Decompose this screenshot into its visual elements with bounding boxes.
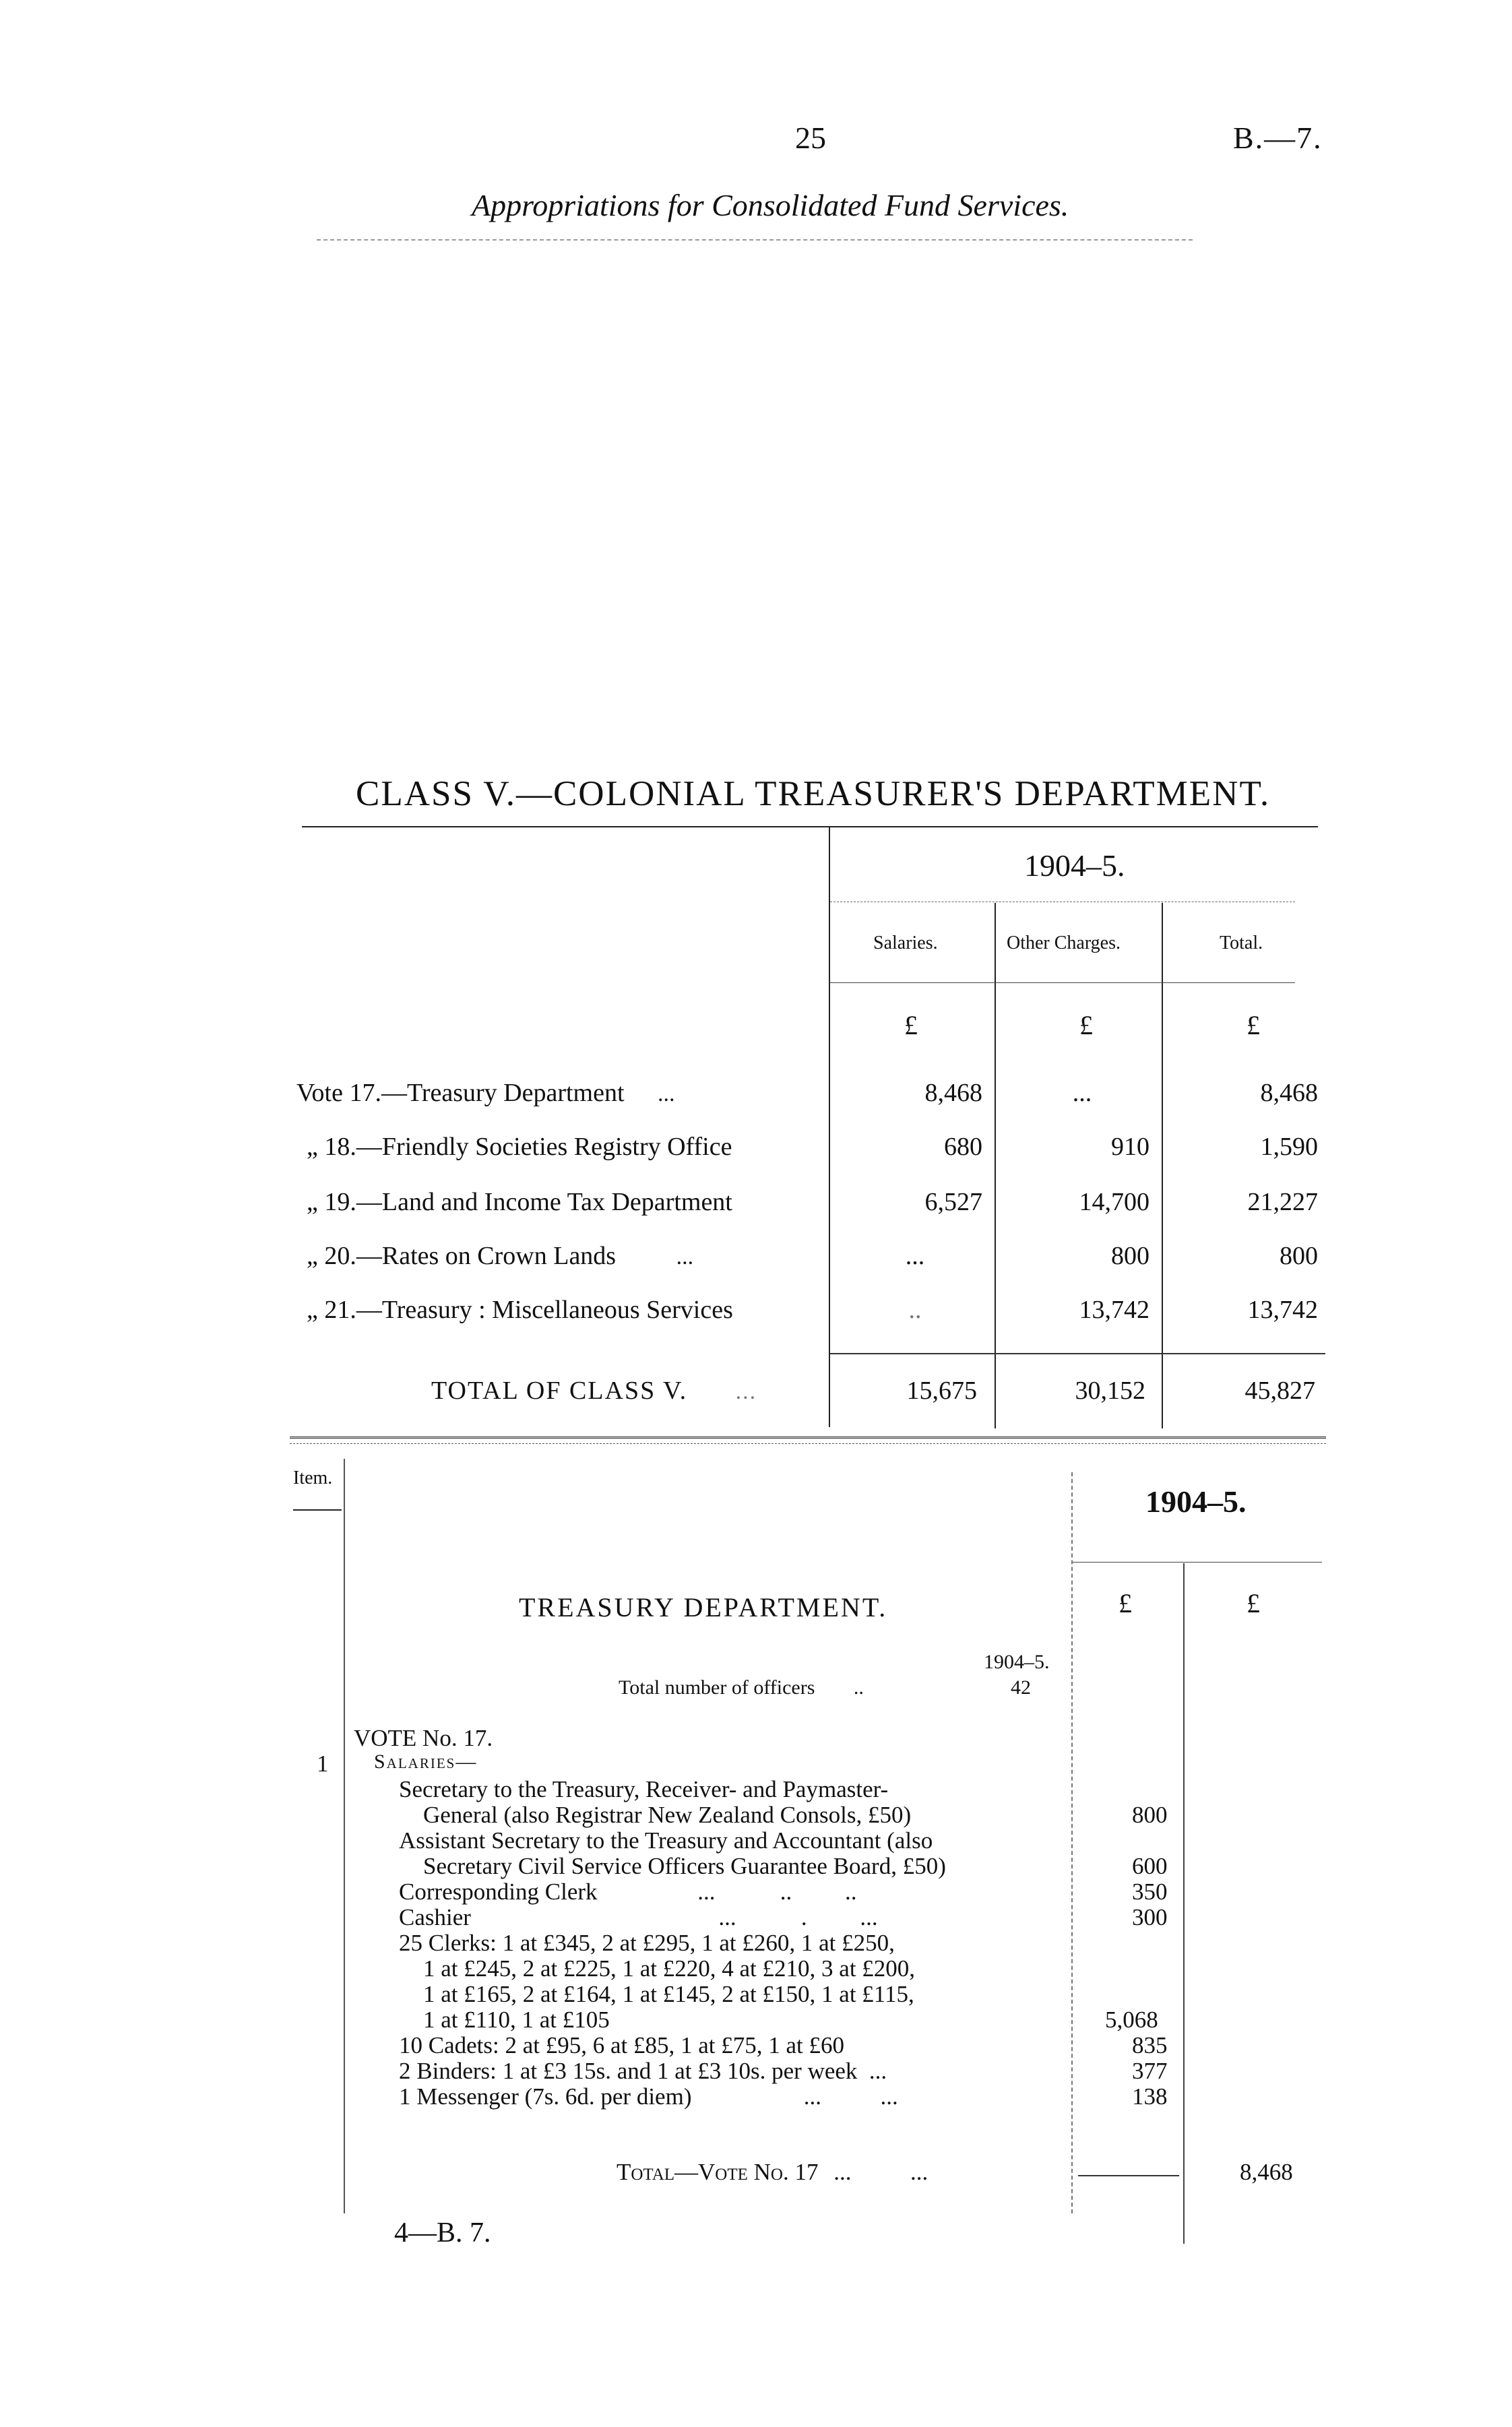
salary-amount: 138 bbox=[1132, 2083, 1168, 2110]
summary-year: 1904–5. bbox=[1024, 848, 1125, 883]
col-header-salaries: Salaries. bbox=[873, 933, 938, 953]
row-other: 14,700 bbox=[1079, 1188, 1149, 1216]
row-other: 13,742 bbox=[1079, 1296, 1149, 1324]
row-total: 13,742 bbox=[1247, 1296, 1318, 1324]
header-rule bbox=[317, 239, 1193, 241]
table-row: „ 21.—Treasury : Miscellaneous Services bbox=[307, 1296, 733, 1324]
salary-line: 1 at £110, 1 at £105 bbox=[423, 2007, 610, 2033]
vote-total-rule bbox=[1078, 2175, 1179, 2176]
total-label-text: TOTAL OF CLASS V. bbox=[431, 1377, 688, 1405]
pound-other: £ bbox=[1079, 1010, 1093, 1040]
section-double-rule bbox=[290, 1437, 1326, 1439]
officers-count: 42 bbox=[1011, 1676, 1031, 1699]
salary-line: 1 Messenger (7s. 6d. per diem) ... ... bbox=[399, 2083, 898, 2110]
salary-line: 25 Clerks: 1 at £345, 2 at £295, 1 at £260, 1 at £250, bbox=[399, 1930, 895, 1956]
officers-label-text: Total number of officers bbox=[619, 1676, 815, 1699]
table-top-rule bbox=[302, 826, 1318, 827]
salary-line: Corresponding Clerk ... .. .. bbox=[399, 1879, 857, 1905]
row-salaries: .. bbox=[908, 1296, 922, 1324]
colhead-rule bbox=[830, 982, 1295, 983]
salary-line: 10 Cadets: 2 at £95, 6 at £85, 1 at £75, 1 at £60 bbox=[399, 2032, 845, 2058]
row-other: 910 bbox=[1111, 1133, 1149, 1161]
signature-mark: 4—B. 7. bbox=[394, 2217, 491, 2248]
total-rule bbox=[830, 1353, 1325, 1354]
row-label: „ 20.—Rates on Crown Lands bbox=[307, 1242, 617, 1270]
total-total: 45,827 bbox=[1245, 1377, 1315, 1405]
page-number: 25 bbox=[795, 121, 826, 155]
pound-vote: £ bbox=[1247, 1588, 1260, 1618]
table-row: „ 18.—Friendly Societies Registry Office bbox=[307, 1133, 732, 1161]
vote-total-value: 8,468 bbox=[1240, 2159, 1293, 2185]
vote-title: VOTE No. 17. bbox=[354, 1725, 493, 1751]
col-header-total: Total. bbox=[1220, 933, 1263, 953]
salary-line: 1 at £165, 2 at £164, 1 at £145, 2 at £150, 1 at £115, bbox=[423, 1981, 914, 2007]
salary-line: Secretary to the Treasury, Receiver- and Paymaster- bbox=[399, 1776, 889, 1802]
item-number: 1 bbox=[317, 1751, 329, 1777]
salary-line: Secretary Civil Service Officers Guarantee Board, £50) bbox=[423, 1853, 946, 1879]
row-salaries: ... bbox=[905, 1242, 925, 1270]
row-total: 800 bbox=[1280, 1242, 1318, 1270]
salary-amount: 800 bbox=[1132, 1802, 1168, 1828]
section-dash-rule bbox=[290, 1443, 1326, 1444]
row-total: 21,227 bbox=[1247, 1188, 1318, 1216]
item-header: Item. bbox=[293, 1468, 333, 1488]
total-class-label bbox=[431, 1376, 757, 1406]
total-other: 30,152 bbox=[1075, 1377, 1145, 1405]
row-salaries: 6,527 bbox=[924, 1188, 982, 1216]
salary-amount: 5,068 bbox=[1105, 2007, 1158, 2033]
vote-total-text: Total—Vote No. 17 bbox=[617, 2159, 819, 2185]
salary-line: 2 Binders: 1 at £3 15s. and 1 at £3 10s. per week ... bbox=[399, 2058, 887, 2084]
salary-line: General (also Registrar New Zealand Consols, £50) bbox=[423, 1802, 912, 1828]
pound-salaries: £ bbox=[904, 1010, 918, 1040]
dept-title: TREASURY DEPARTMENT. bbox=[519, 1592, 888, 1622]
officers-label: Total number of officers .. bbox=[619, 1676, 864, 1699]
item-header-rule bbox=[293, 1509, 342, 1511]
table-divider bbox=[829, 827, 830, 1427]
table-row bbox=[307, 1241, 693, 1271]
salary-amount: 377 bbox=[1132, 2058, 1168, 2084]
total-salaries: 15,675 bbox=[906, 1377, 977, 1405]
paper-reference: B.—7. bbox=[1233, 121, 1323, 155]
leader-dots: ... bbox=[735, 1379, 757, 1404]
pound-items: £ bbox=[1119, 1588, 1132, 1618]
salaries-head: Salaries— bbox=[374, 1751, 478, 1773]
leader-dots: ... bbox=[658, 1081, 675, 1106]
item-column-line bbox=[344, 1459, 345, 2213]
salary-amount: 835 bbox=[1132, 2032, 1168, 2058]
salary-line: Assistant Secretary to the Treasury and Accountant (also bbox=[399, 1827, 933, 1854]
row-salaries: 8,468 bbox=[924, 1079, 982, 1107]
salary-line: Cashier ... . ... bbox=[399, 1904, 878, 1930]
table-row: „ 19.—Land and Income Tax Department bbox=[307, 1188, 732, 1216]
salary-amount: 600 bbox=[1132, 1853, 1168, 1879]
officers-year: 1904–5. bbox=[984, 1651, 1050, 1673]
col-divider-2 bbox=[1162, 903, 1163, 1428]
detail-year-rule bbox=[1073, 1562, 1322, 1563]
leader-dots: ... bbox=[676, 1244, 694, 1269]
row-label: Vote 17.—Treasury Department bbox=[296, 1079, 625, 1107]
col-divider-1 bbox=[995, 903, 996, 1428]
amount-column-line-2 bbox=[1183, 1563, 1185, 2244]
class-title: CLASS V.—COLONIAL TREASURER'S DEPARTMENT. bbox=[356, 774, 1271, 813]
row-other: 800 bbox=[1111, 1242, 1149, 1270]
row-total: 8,468 bbox=[1260, 1079, 1318, 1107]
running-title: Appropriations for Consolidated Fund Services. bbox=[472, 188, 1069, 222]
detail-year: 1904–5. bbox=[1145, 1484, 1247, 1519]
row-salaries: 680 bbox=[944, 1133, 982, 1161]
row-other: ... bbox=[1072, 1079, 1092, 1107]
amount-column-line bbox=[1071, 1472, 1073, 2213]
pound-total: £ bbox=[1247, 1010, 1260, 1040]
table-row bbox=[296, 1078, 675, 1108]
salary-amount: 350 bbox=[1132, 1879, 1168, 1905]
salary-line: 1 at £245, 2 at £225, 1 at £220, 4 at £210, 3 at £200, bbox=[423, 1955, 916, 1982]
vote-total-label: Total—Vote No. 17 ... ... bbox=[617, 2159, 928, 2185]
salary-amount: 300 bbox=[1132, 1904, 1168, 1930]
row-total: 1,590 bbox=[1260, 1133, 1318, 1161]
col-header-other-charges: Other Charges. bbox=[1007, 933, 1121, 953]
